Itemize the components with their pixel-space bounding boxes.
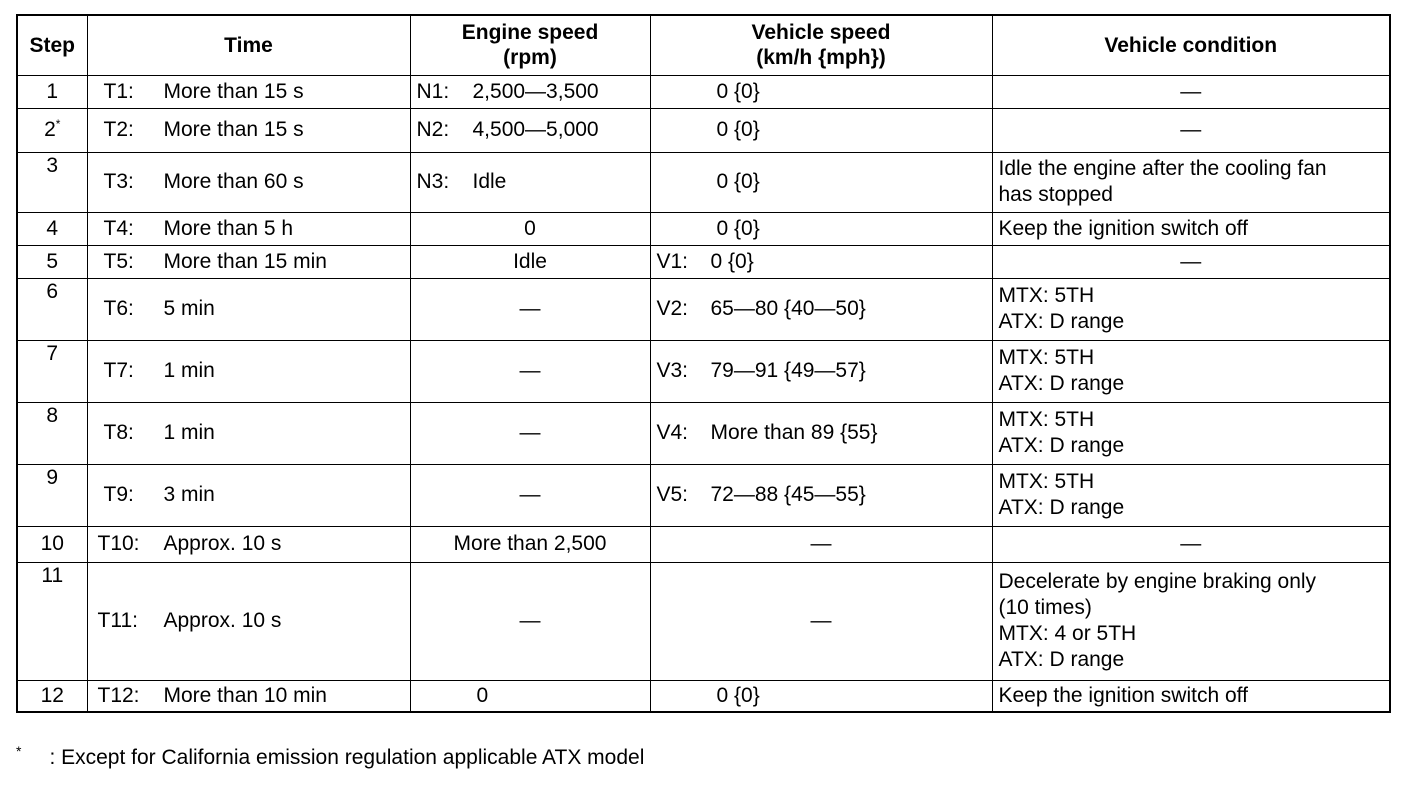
engine-speed-value: — xyxy=(519,359,541,382)
vehicle-speed-cell xyxy=(650,464,992,526)
table-row xyxy=(17,464,1390,526)
condition-line: has stopped xyxy=(998,183,1113,206)
condition-line: MTX: 5TH xyxy=(998,284,1095,307)
engine-speed-cell xyxy=(410,340,650,402)
time-cell xyxy=(87,526,410,562)
time-cell xyxy=(87,402,410,464)
step-cell xyxy=(17,562,87,680)
condition-line: Keep the ignition switch off xyxy=(998,216,1248,240)
time-value: 1 min xyxy=(163,421,215,444)
engine-speed-value: — xyxy=(519,609,541,632)
table-row xyxy=(17,680,1390,712)
engine-speed-cell xyxy=(410,562,650,680)
time-cell xyxy=(87,464,410,526)
step-number: 5 xyxy=(46,249,59,273)
vehicle-condition-cell xyxy=(992,562,1390,680)
table-row xyxy=(17,562,1390,680)
engine-speed-value: 2,500—3,500 xyxy=(472,79,599,103)
step-cell xyxy=(17,680,87,712)
header-vehicle-speed: Vehicle speed (km/h {mph}) xyxy=(650,15,992,75)
condition-line: MTX: 5TH xyxy=(998,470,1095,493)
time-value: More than 15 s xyxy=(163,118,304,141)
condition-line: ATX: D range xyxy=(998,434,1125,457)
vehicle-condition-cell xyxy=(992,526,1390,562)
vehicle-speed-value: 0 {0} xyxy=(716,79,760,103)
step-footnote-mark: * xyxy=(55,117,61,131)
vehicle-condition-cell xyxy=(992,75,1390,108)
time-code: T2: xyxy=(103,118,134,141)
time-cell xyxy=(87,562,410,680)
step-cell xyxy=(17,340,87,402)
engine-speed-value: — xyxy=(519,421,541,444)
time-value: Approx. 10 s xyxy=(163,532,282,555)
vehicle-speed-value: 0 {0} xyxy=(716,118,760,141)
condition-line: Keep the ignition switch off xyxy=(998,683,1248,707)
time-code: T12: xyxy=(97,683,140,707)
condition-line: — xyxy=(1180,532,1202,555)
step-number: 7 xyxy=(46,341,59,365)
condition-line: ATX: D range xyxy=(998,648,1125,671)
engine-speed-code: N1: xyxy=(416,79,450,103)
vehicle-speed-cell xyxy=(650,152,992,212)
vehicle-speed-cell xyxy=(650,526,992,562)
step-number: 4 xyxy=(46,216,59,240)
engine-speed-cell xyxy=(410,75,650,108)
vehicle-condition-cell xyxy=(992,680,1390,712)
condition-line: MTX: 5TH xyxy=(998,346,1095,369)
table-row xyxy=(17,152,1390,212)
step-number: 10 xyxy=(40,532,64,555)
vehicle-speed-code: V4: xyxy=(656,421,689,444)
vehicle-condition-cell xyxy=(992,152,1390,212)
time-value: 1 min xyxy=(163,359,215,382)
step-cell xyxy=(17,75,87,108)
condition-line: ATX: D range xyxy=(998,372,1125,395)
table-row xyxy=(17,526,1390,562)
condition-line: ATX: D range xyxy=(998,310,1125,333)
table-row xyxy=(17,402,1390,464)
time-code: T7: xyxy=(103,359,134,382)
header-step: Step xyxy=(17,15,87,75)
header-time: Time xyxy=(87,15,410,75)
engine-speed-value: 0 xyxy=(524,216,536,240)
engine-speed-cell xyxy=(410,212,650,245)
header-row xyxy=(17,15,1390,75)
condition-line: MTX: 5TH xyxy=(998,408,1095,431)
step-cell xyxy=(17,245,87,278)
vehicle-speed-cell xyxy=(650,278,992,340)
vehicle-condition-cell xyxy=(992,212,1390,245)
engine-speed-code: N3: xyxy=(416,170,450,193)
engine-speed-cell xyxy=(410,278,650,340)
time-cell xyxy=(87,75,410,108)
engine-speed-value: — xyxy=(519,297,541,320)
time-value: More than 60 s xyxy=(163,170,304,193)
vehicle-condition-cell xyxy=(992,464,1390,526)
table-row xyxy=(17,75,1390,108)
vehicle-speed-code: V5: xyxy=(656,483,689,506)
time-cell xyxy=(87,245,410,278)
vehicle-speed-code: V2: xyxy=(656,297,689,320)
time-code: T8: xyxy=(103,421,134,444)
step-cell xyxy=(17,402,87,464)
vehicle-speed-value: — xyxy=(810,532,832,555)
vehicle-speed-cell xyxy=(650,402,992,464)
time-value: Approx. 10 s xyxy=(163,609,282,632)
condition-line: — xyxy=(1180,118,1202,141)
engine-speed-cell xyxy=(410,680,650,712)
condition-line: — xyxy=(1180,249,1202,273)
condition-line: MTX: 4 or 5TH xyxy=(998,622,1137,645)
vehicle-speed-code: V1: xyxy=(656,249,689,273)
engine-speed-cell xyxy=(410,526,650,562)
vehicle-speed-value: 0 {0} xyxy=(710,249,754,273)
time-code: T3: xyxy=(103,170,134,193)
step-number: 11 xyxy=(41,563,64,587)
engine-speed-value: — xyxy=(519,483,541,506)
time-cell xyxy=(87,680,410,712)
table-row xyxy=(17,340,1390,402)
footnote xyxy=(16,744,644,773)
step-cell xyxy=(17,464,87,526)
vehicle-condition-cell xyxy=(992,245,1390,278)
vehicle-condition-cell xyxy=(992,108,1390,152)
engine-speed-cell xyxy=(410,152,650,212)
condition-line: — xyxy=(1180,79,1202,103)
engine-speed-value: More than 2,500 xyxy=(453,532,607,555)
vehicle-speed-cell xyxy=(650,562,992,680)
time-code: T5: xyxy=(103,249,134,273)
time-value: 3 min xyxy=(163,483,215,506)
time-code: T1: xyxy=(103,79,134,103)
vehicle-speed-value: 0 {0} xyxy=(716,170,760,193)
vehicle-speed-cell xyxy=(650,108,992,152)
footnote-text: : Except for California emission regulation applicable ATX model xyxy=(49,746,645,769)
procedure-table xyxy=(16,14,1391,713)
time-value: More than 15 min xyxy=(163,249,327,273)
time-value: More than 15 s xyxy=(163,79,304,103)
time-cell xyxy=(87,340,410,402)
vehicle-speed-value: More than 89 {55} xyxy=(710,421,878,444)
time-code: T10: xyxy=(97,532,140,555)
vehicle-speed-value: 79—91 {49—57} xyxy=(710,359,866,382)
vehicle-speed-value: 0 {0} xyxy=(716,216,760,240)
step-number: 6 xyxy=(46,279,59,303)
time-code: T11: xyxy=(97,609,138,632)
condition-line: ATX: D range xyxy=(998,496,1125,519)
step-number: 12 xyxy=(40,683,64,707)
vehicle-speed-code: V3: xyxy=(656,359,689,382)
vehicle-speed-cell xyxy=(650,212,992,245)
condition-line: Idle the engine after the cooling fan xyxy=(998,157,1327,180)
vehicle-speed-cell xyxy=(650,680,992,712)
time-cell xyxy=(87,278,410,340)
time-value: 5 min xyxy=(163,297,215,320)
engine-speed-value: Idle xyxy=(513,249,547,273)
condition-line: (10 times) xyxy=(998,596,1092,619)
vehicle-speed-value: — xyxy=(810,609,832,632)
vehicle-speed-cell xyxy=(650,75,992,108)
time-code: T9: xyxy=(103,483,134,506)
engine-speed-code: N2: xyxy=(416,118,450,141)
header-engine-speed: Engine speed (rpm) xyxy=(410,15,650,75)
table-row xyxy=(17,212,1390,245)
vehicle-condition-cell xyxy=(992,340,1390,402)
time-code: T6: xyxy=(103,297,134,320)
vehicle-speed-value: 0 {0} xyxy=(716,683,760,707)
time-code: T4: xyxy=(103,216,134,240)
vehicle-condition-cell xyxy=(992,402,1390,464)
condition-line: Decelerate by engine braking only xyxy=(998,570,1317,593)
table-row xyxy=(17,278,1390,340)
vehicle-speed-cell xyxy=(650,245,992,278)
step-cell xyxy=(17,152,87,212)
engine-speed-value: Idle xyxy=(472,170,507,193)
time-value: More than 10 min xyxy=(163,683,327,707)
engine-speed-value: 0 xyxy=(476,683,489,707)
header-vehicle-condition: Vehicle condition xyxy=(992,15,1390,75)
time-cell xyxy=(87,108,410,152)
table-row xyxy=(17,245,1390,278)
table-row xyxy=(17,108,1390,152)
step-cell xyxy=(17,526,87,562)
step-cell xyxy=(17,108,87,152)
step-number: 2 xyxy=(44,118,56,141)
step-number: 9 xyxy=(46,465,59,489)
engine-speed-cell xyxy=(410,464,650,526)
time-cell xyxy=(87,152,410,212)
vehicle-speed-value: 65—80 {40—50} xyxy=(710,297,866,320)
engine-speed-cell xyxy=(410,402,650,464)
time-cell xyxy=(87,212,410,245)
step-number: 3 xyxy=(46,153,59,177)
footnote-mark: * xyxy=(16,743,22,759)
engine-speed-cell xyxy=(410,245,650,278)
vehicle-speed-cell xyxy=(650,340,992,402)
step-cell xyxy=(17,278,87,340)
vehicle-condition-cell xyxy=(992,278,1390,340)
engine-speed-cell xyxy=(410,108,650,152)
engine-speed-value: 4,500—5,000 xyxy=(472,118,599,141)
vehicle-speed-value: 72—88 {45—55} xyxy=(710,483,866,506)
step-number: 8 xyxy=(46,403,59,427)
step-number: 1 xyxy=(46,79,59,103)
step-cell xyxy=(17,212,87,245)
time-value: More than 5 h xyxy=(163,216,294,240)
